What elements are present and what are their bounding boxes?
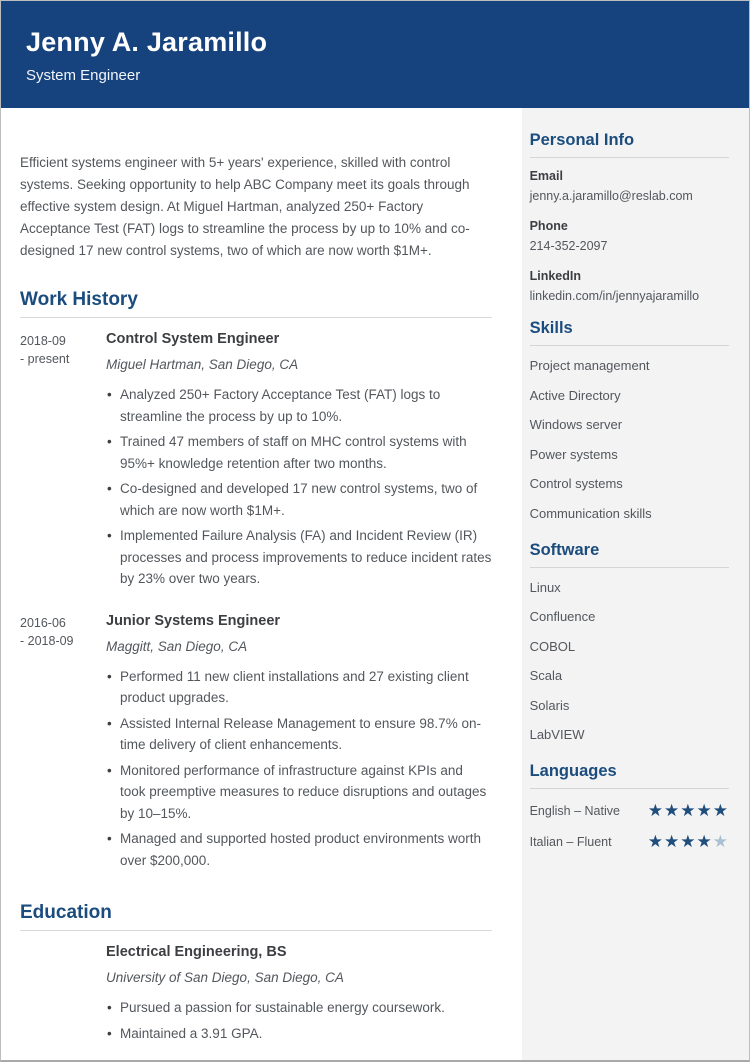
education-heading: Education bbox=[20, 902, 112, 923]
skills-section bbox=[530, 318, 729, 521]
phone-value: 214-352-2097 bbox=[529, 239, 608, 253]
job-title: Junior Systems Engineer bbox=[106, 612, 281, 629]
bullet-item: • Maintained a 3.91 GPA. bbox=[106, 1023, 492, 1045]
entry-dates bbox=[20, 612, 106, 876]
languages-section bbox=[530, 761, 729, 850]
entry-dates bbox=[20, 330, 106, 594]
skills-list bbox=[530, 358, 729, 521]
skill-item: Windows server bbox=[529, 417, 623, 432]
star-icon: ★ bbox=[696, 832, 713, 851]
contact-field bbox=[530, 168, 729, 204]
star-icon: ★ bbox=[647, 832, 664, 851]
star-icon: ★ bbox=[664, 801, 681, 820]
work-history-heading: Work History bbox=[20, 289, 138, 310]
section-divider bbox=[530, 567, 729, 568]
languages-heading: Languages bbox=[529, 762, 617, 780]
entry-body bbox=[106, 330, 492, 594]
section-divider bbox=[530, 345, 729, 346]
star-icon: ★ bbox=[664, 832, 681, 851]
language-label: English – Native bbox=[529, 803, 620, 818]
software-item: Scala bbox=[529, 668, 563, 683]
section-divider bbox=[20, 317, 492, 318]
contact-field bbox=[530, 218, 729, 254]
skill-item: Active Directory bbox=[529, 387, 621, 403]
main-column bbox=[1, 108, 522, 1060]
company-location: Miguel Hartman, San Diego, CA bbox=[106, 357, 299, 372]
bullet-item: • Analyzed 250+ Factory Acceptance Test (FAT) logs to streamline the process by up to 10%. bbox=[106, 384, 492, 427]
bullet-item: • Assisted Internal Release Management to ensure 98.7% on-time delivery of client enhancements. bbox=[106, 713, 492, 756]
degree-title: Electrical Engineering, BS bbox=[106, 944, 287, 960]
skills-heading: Skills bbox=[529, 319, 573, 337]
phone-label: Phone bbox=[529, 219, 568, 233]
bullet-item: • Co-designed and developed 17 new control systems, two of which are now worth $1M+. bbox=[106, 478, 492, 521]
software-section bbox=[530, 540, 729, 743]
linkedin-value: linkedin.com/in/jennyajaramillo bbox=[529, 289, 700, 303]
languages-list bbox=[530, 802, 729, 850]
software-item: Solaris bbox=[529, 697, 570, 713]
software-item: Confluence bbox=[529, 609, 596, 624]
software-item: LabVIEW bbox=[529, 727, 585, 742]
education-section bbox=[20, 902, 492, 1048]
bullet-item: • Managed and supported hosted product environments worth over $200,000. bbox=[106, 828, 492, 871]
language-row bbox=[530, 802, 729, 819]
work-history-section bbox=[20, 289, 492, 875]
software-item: Linux bbox=[529, 579, 561, 595]
school-location: University of San Diego, San Diego, CA bbox=[106, 970, 344, 985]
job-bullets bbox=[106, 666, 492, 872]
email-label: Email bbox=[529, 169, 563, 183]
star-rating bbox=[648, 833, 729, 850]
work-entry bbox=[20, 612, 492, 876]
education-entry bbox=[20, 943, 492, 1048]
email-value: jenny.a.jaramillo@reslab.com bbox=[529, 189, 693, 203]
sidebar bbox=[522, 108, 749, 1060]
company-location: Maggitt, San Diego, CA bbox=[106, 638, 248, 654]
skill-item: Control systems bbox=[529, 476, 623, 491]
star-icon: ★ bbox=[712, 832, 729, 851]
star-icon: ★ bbox=[647, 801, 664, 820]
personal-info-section bbox=[530, 130, 729, 304]
content-columns bbox=[1, 108, 749, 1060]
star-icon: ★ bbox=[696, 801, 713, 820]
entry-body bbox=[106, 943, 492, 1048]
date-start: 2018-09 bbox=[20, 334, 66, 348]
skill-item: Communication skills bbox=[529, 505, 652, 521]
work-entry bbox=[20, 330, 492, 594]
language-row bbox=[530, 833, 729, 850]
software-list bbox=[530, 580, 729, 743]
job-title: Control System Engineer bbox=[106, 331, 280, 347]
bullet-item: • Performed 11 new client installations and 27 existing client product upgrades. bbox=[106, 666, 492, 709]
star-icon: ★ bbox=[680, 801, 697, 820]
star-icon: ★ bbox=[712, 801, 729, 820]
personal-info-heading: Personal Info bbox=[529, 131, 635, 149]
bullet-item: • Trained 47 members of staff on MHC control systems with 95%+ knowledge retention after two months. bbox=[106, 431, 492, 474]
star-icon: ★ bbox=[680, 832, 697, 851]
education-bullets bbox=[106, 997, 492, 1044]
language-label: Italian – Fluent bbox=[529, 834, 612, 849]
skill-item: Project management bbox=[529, 358, 650, 373]
candidate-job-title: System Engineer bbox=[26, 67, 141, 85]
date-end: - 2018-09 bbox=[20, 633, 74, 648]
software-heading: Software bbox=[529, 540, 600, 559]
section-divider bbox=[20, 930, 492, 931]
resume-header bbox=[1, 1, 749, 108]
bullet-item: • Pursued a passion for sustainable energy coursework. bbox=[106, 997, 492, 1019]
software-item: COBOL bbox=[529, 638, 576, 654]
job-bullets bbox=[106, 384, 492, 590]
entry-dates bbox=[20, 943, 106, 1048]
skill-item: Power systems bbox=[529, 446, 618, 462]
section-divider bbox=[530, 157, 729, 158]
summary-text: Efficient systems engineer with 5+ years' experience, skilled with control systems. Seeking opportunity to help ABC Company meet its goals through effective system design. At Miguel Hartman, analyzed 250+ Factory Acceptance Test (FAT) logs to streamline the process by up to 10% and co-designed 17 new control systems, two of which are now worth $1M+. bbox=[20, 155, 470, 258]
section-divider bbox=[530, 788, 729, 789]
candidate-name: Jenny A. Jaramillo bbox=[26, 27, 268, 57]
contact-field bbox=[530, 268, 729, 304]
bullet-item: • Monitored performance of infrastructure against KPIs and took preemptive measures to reduce disruptions and outages by 10–15%. bbox=[106, 760, 492, 825]
linkedin-label: LinkedIn bbox=[529, 269, 581, 283]
bullet-item: • Implemented Failure Analysis (FA) and Incident Review (IR) processes and process improvements to reduce incident rates by 23% over two years. bbox=[106, 525, 492, 590]
date-end: - present bbox=[20, 352, 70, 366]
star-rating bbox=[648, 802, 729, 819]
entry-body bbox=[106, 612, 492, 876]
date-start: 2016-06 bbox=[20, 615, 66, 630]
